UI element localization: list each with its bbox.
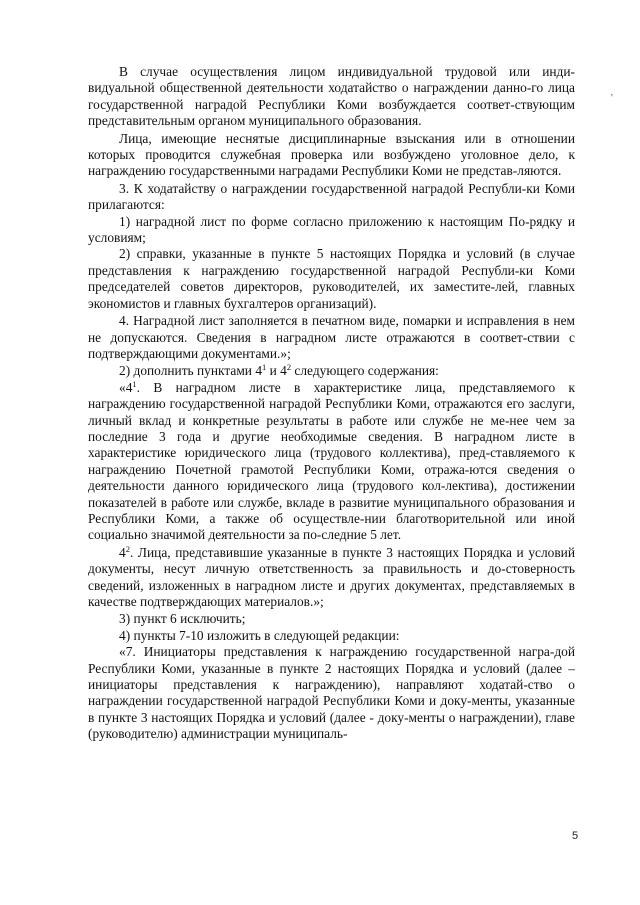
amend-2-text-a: 2) дополнить пунктами 4 [119, 363, 263, 379]
amend-2-text-c: следующего содержания: [291, 363, 439, 379]
page-number: 5 [572, 830, 579, 842]
amend-2-sup-1: 1 [262, 362, 267, 373]
paragraph-item-3: 3. К ходатайству о награждении государственной наградой Республи-ки Коми прилагаются: [88, 180, 575, 213]
margin-mark: ' [611, 93, 613, 104]
item-4-1-text-a: «4 [119, 379, 133, 395]
item-4-1-sup: 1 [132, 378, 137, 389]
paragraph-individual-activity: В случае осуществления лицом индивидуальной трудовой или инди-видуальной общественной деятельности ходатайство о награждении данно-го лица государственной наградой Республики Коми возбуждается соответ-ствующим представительным органом муниципального образования. [88, 64, 575, 129]
paragraph-item-4: 4. Наградной лист заполняется в печатном виде, помарки и исправления в нем не допускаются. Сведения в наградном листе отражаются в соответ-ствии с подтверждающими документами.»; [88, 313, 575, 361]
amend-2-sup-2: 2 [286, 362, 292, 373]
item-4-1-text-b: . В наградном листе в характеристике лица, представляемого к награждению государственной наградой Республики Коми, отражаются его заслуги, личный вклад и конкретные результаты в работе или службе не ме-нее чем за последние 3 года и другие необходимые сведения. В наградном листе в характеристике юридического лица (трудового коллектива), пред-ставляемого к награждению Почетной грамотой Республики Коми, отража-ются сведения о деятельности данного юридического лица (трудового кол-лектива), достижении показателей в работе или службе, вкладе в развитие муниципального образования и Республики Коми, а также об осуществле-нии благотворительной или иной социально значимой деятельности за по-следние 5 лет. [88, 379, 575, 543]
paragraph-item-4-1 [88, 380, 575, 544]
paragraph-disciplinary: Лица, имеющие неснятые дисциплинарные взыскания или в отношении которых проводится служебная проверка или возбуждено уголовное дело, к награждению государственными наградами Республики Коми не представ-ляются. [88, 130, 575, 179]
item-4-2-text-a: 4 [119, 544, 126, 560]
paragraph-item-3-1: 1) наградной лист по форме согласно приложению к настоящим По-рядку и условиям; [88, 213, 575, 246]
paragraph-item-7: «7. Инициаторы представления к награждению государственной награ-дой Республики Коми, указанные в пункте 2 настоящих Порядка и условий (далее – инициаторы представления к награждению), направляют ходатай-ство о награждении государственной наградой Республики Коми и доку-менты, указанные в пункте 3 настоящих Порядка и условий (далее - доку-менты о награждении), главе (руководителю) администрации муниципаль- [88, 644, 575, 742]
document-body [88, 64, 575, 744]
item-4-2-text-b: . Лица, представившие указанные в пункте 3 настоящих Порядка и условий документы, несут личную ответственность за правильность и до-стоверность сведений, изложенных в наградном листе и других документах, представляемых в качестве подтверждающих материалов.»; [88, 544, 575, 609]
paragraph-amend-2 [88, 363, 575, 379]
item-4-2-sup: 2 [125, 543, 130, 554]
paragraph-item-3-2: 2) справки, указанные в пункте 5 настоящих Порядка и условий (в случае представления к награждению государственной наградой Республи-ки Коми председателей советов директоров, руководителей, их заместите-лей, главных экономистов и главных бухгалтеров организаций). [88, 246, 575, 311]
paragraph-item-4-2 [88, 545, 575, 611]
paragraph-amend-3: 3) пункт 6 исключить; [119, 611, 246, 627]
amend-2-text-b: и 4 [266, 363, 287, 379]
paragraph-amend-4: 4) пункты 7-10 изложить в следующей редакции: [119, 627, 400, 643]
